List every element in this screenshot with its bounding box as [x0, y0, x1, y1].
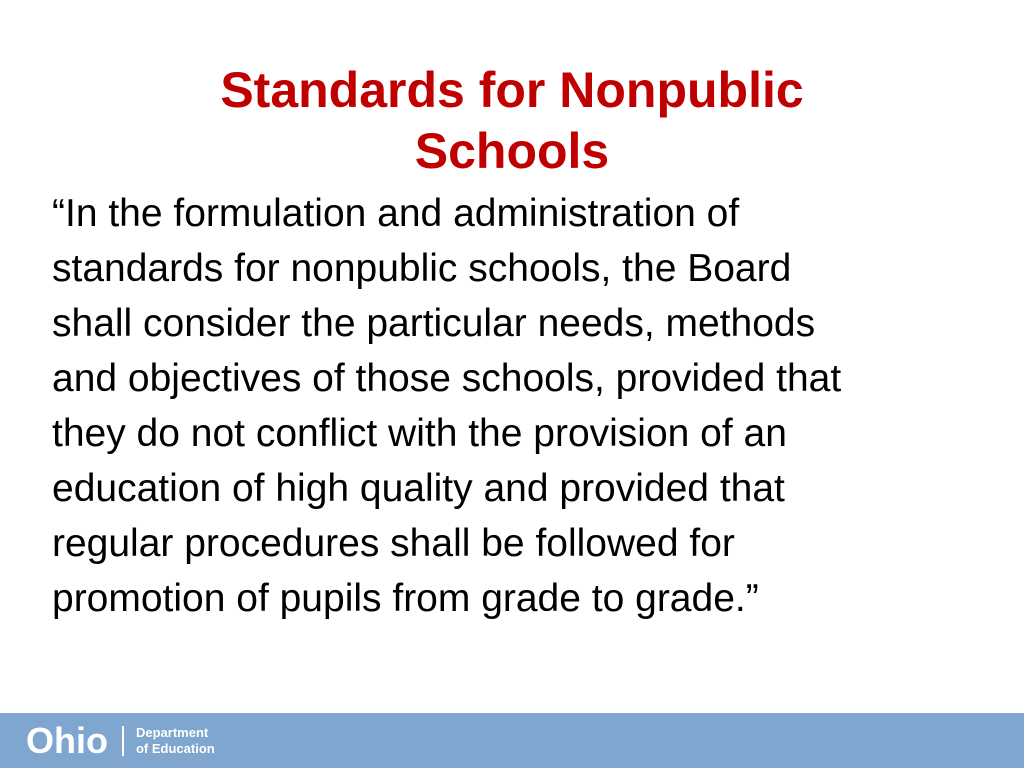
ohio-education-logo [26, 721, 215, 761]
quote-line: they do not conflict with the provision of an [52, 412, 787, 455]
ohio-logo-word: Ohio [26, 720, 108, 761]
department-label-line: of Education [135, 741, 215, 756]
department-label-line: Department [135, 725, 209, 740]
slide-title-line: Schools [414, 123, 610, 179]
quote-line: and objectives of those schools, provided that [52, 357, 842, 400]
slide-title [0, 60, 1024, 182]
quote-line: standards for nonpublic schools, the Board [52, 247, 792, 290]
quote-line: “In the formulation and administration of [52, 192, 740, 235]
quote-line: education of high quality and provided that [52, 467, 785, 510]
slide-quote [52, 186, 1002, 626]
logo-divider [122, 726, 124, 756]
footer-bar [0, 713, 1024, 768]
slide-title-line: Standards for Nonpublic [220, 62, 804, 118]
quote-line: regular procedures shall be followed for [52, 522, 735, 565]
department-label [136, 725, 215, 757]
quote-line: promotion of pupils from grade to grade.” [52, 577, 759, 620]
quote-line: shall consider the particular needs, methods [52, 302, 816, 345]
